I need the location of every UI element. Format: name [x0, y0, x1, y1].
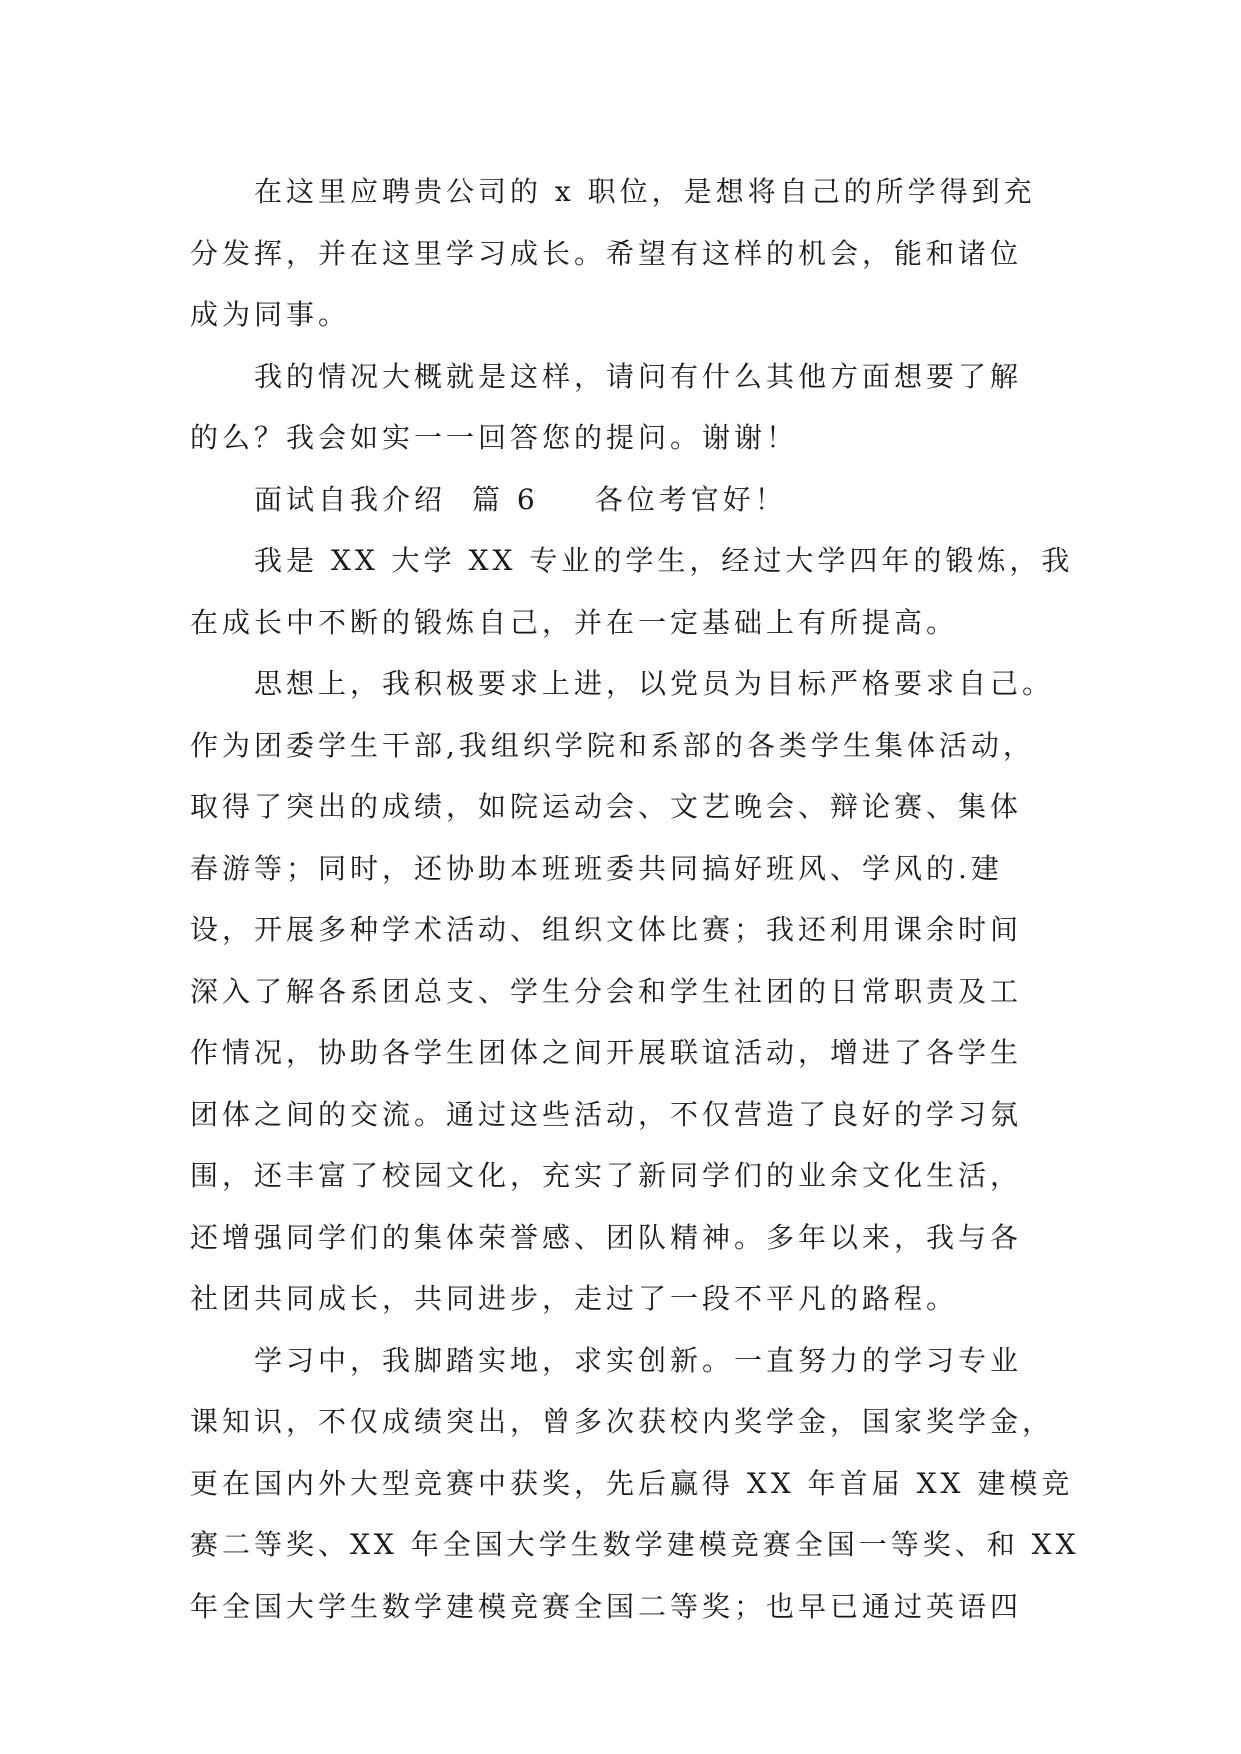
heading-greeting: 各位考官好！	[594, 482, 787, 516]
paragraph-line: 围，还丰富了校园文化，充实了新同学们的业余文化生活，	[190, 1159, 1023, 1192]
paragraph-line: 思想上，我积极要求上进，以党员为目标严格要求自己。	[254, 667, 1055, 700]
paragraph-line: 还增强同学们的集体荣誉感、团队精神。多年以来，我与各	[190, 1220, 1023, 1254]
paragraph-line: 分发挥，并在这里学习成长。希望有这样的机会，能和诸位	[190, 236, 1023, 270]
paragraph-line: 社团共同成长，共同进步，走过了一段不平凡的路程。	[190, 1282, 959, 1315]
paragraph-line: 设，开展多种学术活动、组织文体比赛；我还利用课余时间	[190, 913, 1023, 946]
heading-title: 面试自我介绍	[254, 482, 447, 516]
paragraph-line: 在这里应聘贵公司的 x 职位，是想将自己的所学得到充	[254, 175, 1036, 208]
paragraph-line: 的么？我会如实一一回答您的提问。谢谢！	[190, 421, 799, 454]
paragraph-line: 课知识，不仅成绩突出，曾多次获校内奖学金，国家奖学金，	[190, 1405, 1055, 1438]
paragraph-line: 学习中，我脚踏实地，求实创新。一直努力的学习专业	[254, 1343, 1023, 1377]
paragraph-line: 我是 XX 大学 XX 专业的学生，经过大学四年的锻炼，我	[254, 544, 1074, 577]
paragraph-line: 赛二等奖、XX 年全国大学生数学建模竞赛全国一等奖、和 XX	[190, 1528, 1080, 1561]
paragraph-line: 更在国内外大型竞赛中获奖，先后赢得 XX 年首届 XX 建模竞	[190, 1466, 1074, 1500]
section-heading	[190, 469, 1050, 531]
paragraph-line: 春游等；同时，还协助本班班委共同搞好班风、学风的.建	[190, 851, 1003, 885]
paragraph-line: 我的情况大概就是这样，请问有什么其他方面想要了解	[254, 359, 1023, 393]
paragraph-line: 深入了解各系团总支、学生分会和学生社团的日常职责及工	[190, 974, 1023, 1008]
paragraph-line: 取得了突出的成绩，如院运动会、文艺晚会、辩论赛、集体	[190, 790, 1023, 823]
paragraph-line: 团体之间的交流。通过这些活动，不仅营造了良好的学习氛	[190, 1097, 1023, 1131]
document-body	[190, 161, 1080, 1637]
paragraph-line: 作情况，协助各学生团体之间开展联谊活动，增进了各学生	[190, 1036, 1023, 1069]
heading-part: 篇 6	[472, 482, 539, 516]
paragraph-line: 在成长中不断的锻炼自己，并在一定基础上有所提高。	[190, 605, 959, 639]
paragraph-line: 成为同事。	[190, 298, 351, 331]
paragraph-line: 作为团委学生干部,我组织学院和系部的各类学生集体活动，	[190, 728, 1035, 762]
paragraph-line: 年全国大学生数学建模竞赛全国二等奖；也早已通过英语四	[190, 1589, 1023, 1623]
